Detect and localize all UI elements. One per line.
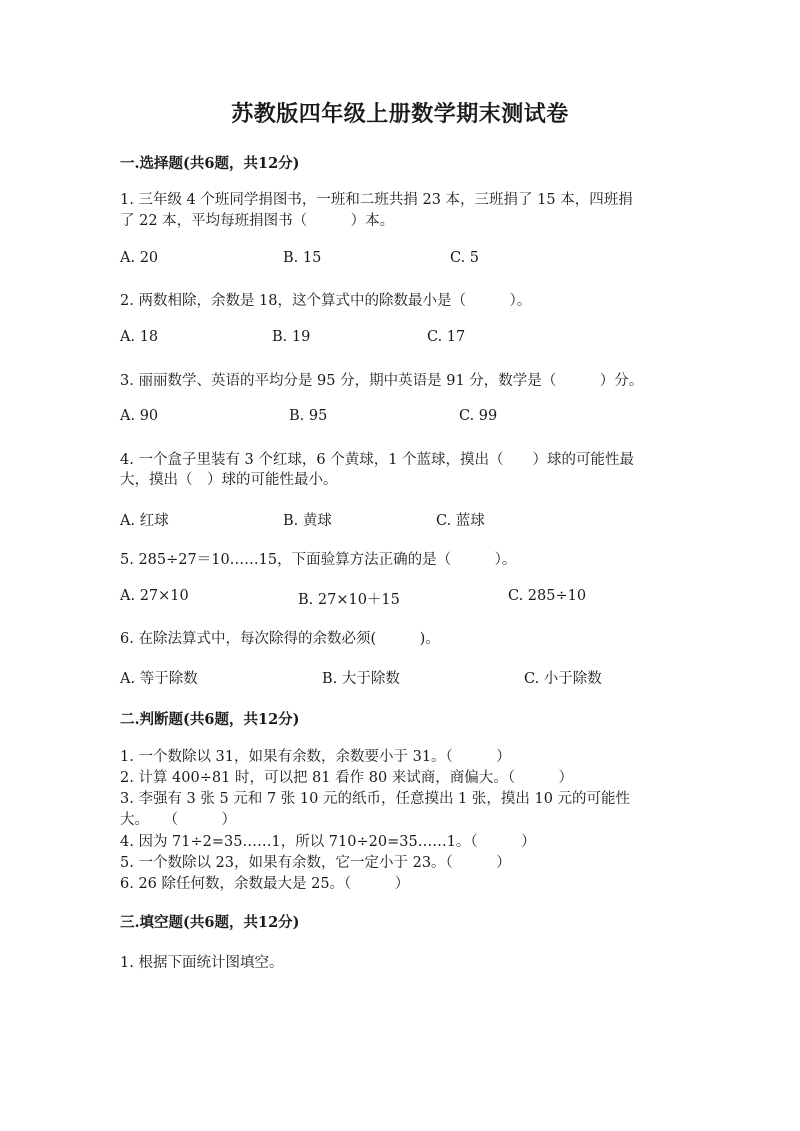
question-text-line: 大，摸出（ ）球的可能性最小。 xyxy=(120,472,338,488)
option-c: C. 小于除数 xyxy=(524,671,602,687)
option-a: A. 红球 xyxy=(120,513,169,529)
option-a: A. 20 xyxy=(120,250,159,266)
judgement-line: 5. 一个数除以 23，如果有余数，它一定小于 23。（ ） xyxy=(120,855,511,871)
judgement-line: 6. 26 除任何数，余数最大是 25。（ ） xyxy=(120,876,410,892)
option-a: A. 90 xyxy=(120,408,159,424)
option-c: C. 蓝球 xyxy=(436,513,485,529)
option-b: B. 95 xyxy=(289,408,328,424)
question-text-line: 4. 一个盒子里装有 3 个红球，6 个黄球，1 个蓝球，摸出（ ）球的可能性最 xyxy=(120,452,635,468)
judgement-line: 大。 （ ） xyxy=(120,812,236,828)
judgement-line: 3. 李强有 3 张 5 元和 7 张 10 元的纸币，任意摸出 1 张，摸出 10 元的可能性 xyxy=(120,791,631,807)
question-text-line: 1. 三年级 4 个班同学捐图书，一班和二班共捐 23 本，三班捐了 15 本，四班捐 xyxy=(120,192,633,208)
question-text-line: 5. 285÷27＝10……15，下面验算方法正确的是（ ）。 xyxy=(120,552,517,568)
option-b: B. 大于除数 xyxy=(322,671,400,687)
judgement-line: 4. 因为 71÷2=35……1，所以 710÷20=35……1。（ ） xyxy=(120,834,536,850)
option-c: C. 99 xyxy=(459,408,498,424)
option-b: B. 15 xyxy=(283,250,322,266)
option-a: A. 27×10 xyxy=(120,588,189,604)
option-c: C. 285÷10 xyxy=(508,588,587,604)
option-a: A. 18 xyxy=(120,329,159,345)
option-c: C. 5 xyxy=(450,250,480,266)
question-text-line: 3. 丽丽数学、英语的平均分是 95 分，期中英语是 91 分，数学是（ ）分。 xyxy=(120,373,644,389)
section-heading-fill-in: 三.填空题(共6题，共12分) xyxy=(120,914,300,931)
option-b: B. 19 xyxy=(272,329,311,345)
option-a: A. 等于除数 xyxy=(120,671,198,687)
option-b: B. 黄球 xyxy=(283,513,332,529)
option-c: C. 17 xyxy=(427,329,466,345)
question-text-line: 2. 两数相除，余数是 18，这个算式中的除数最小是（ ）。 xyxy=(120,293,532,309)
section-heading-choice: 一.选择题(共6题，共12分) xyxy=(120,155,300,172)
page-title: 苏教版四年级上册数学期末测试卷 xyxy=(231,101,569,127)
option-b: B. 27×10＋15 xyxy=(298,592,400,608)
section-heading-judgement: 二.判断题(共6题，共12分) xyxy=(120,711,300,728)
judgement-line: 1. 一个数除以 31，如果有余数，余数要小于 31。（ ） xyxy=(120,749,511,765)
fill-in-question: 1. 根据下面统计图填空。 xyxy=(120,955,284,971)
judgement-line: 2. 计算 400÷81 时，可以把 81 看作 80 来试商，商偏大。（ ） xyxy=(120,770,574,786)
question-text-line: 了 22 本，平均每班捐图书（ ）本。 xyxy=(120,213,395,229)
question-text-line: 6. 在除法算式中，每次除得的余数必须( )。 xyxy=(120,631,440,647)
